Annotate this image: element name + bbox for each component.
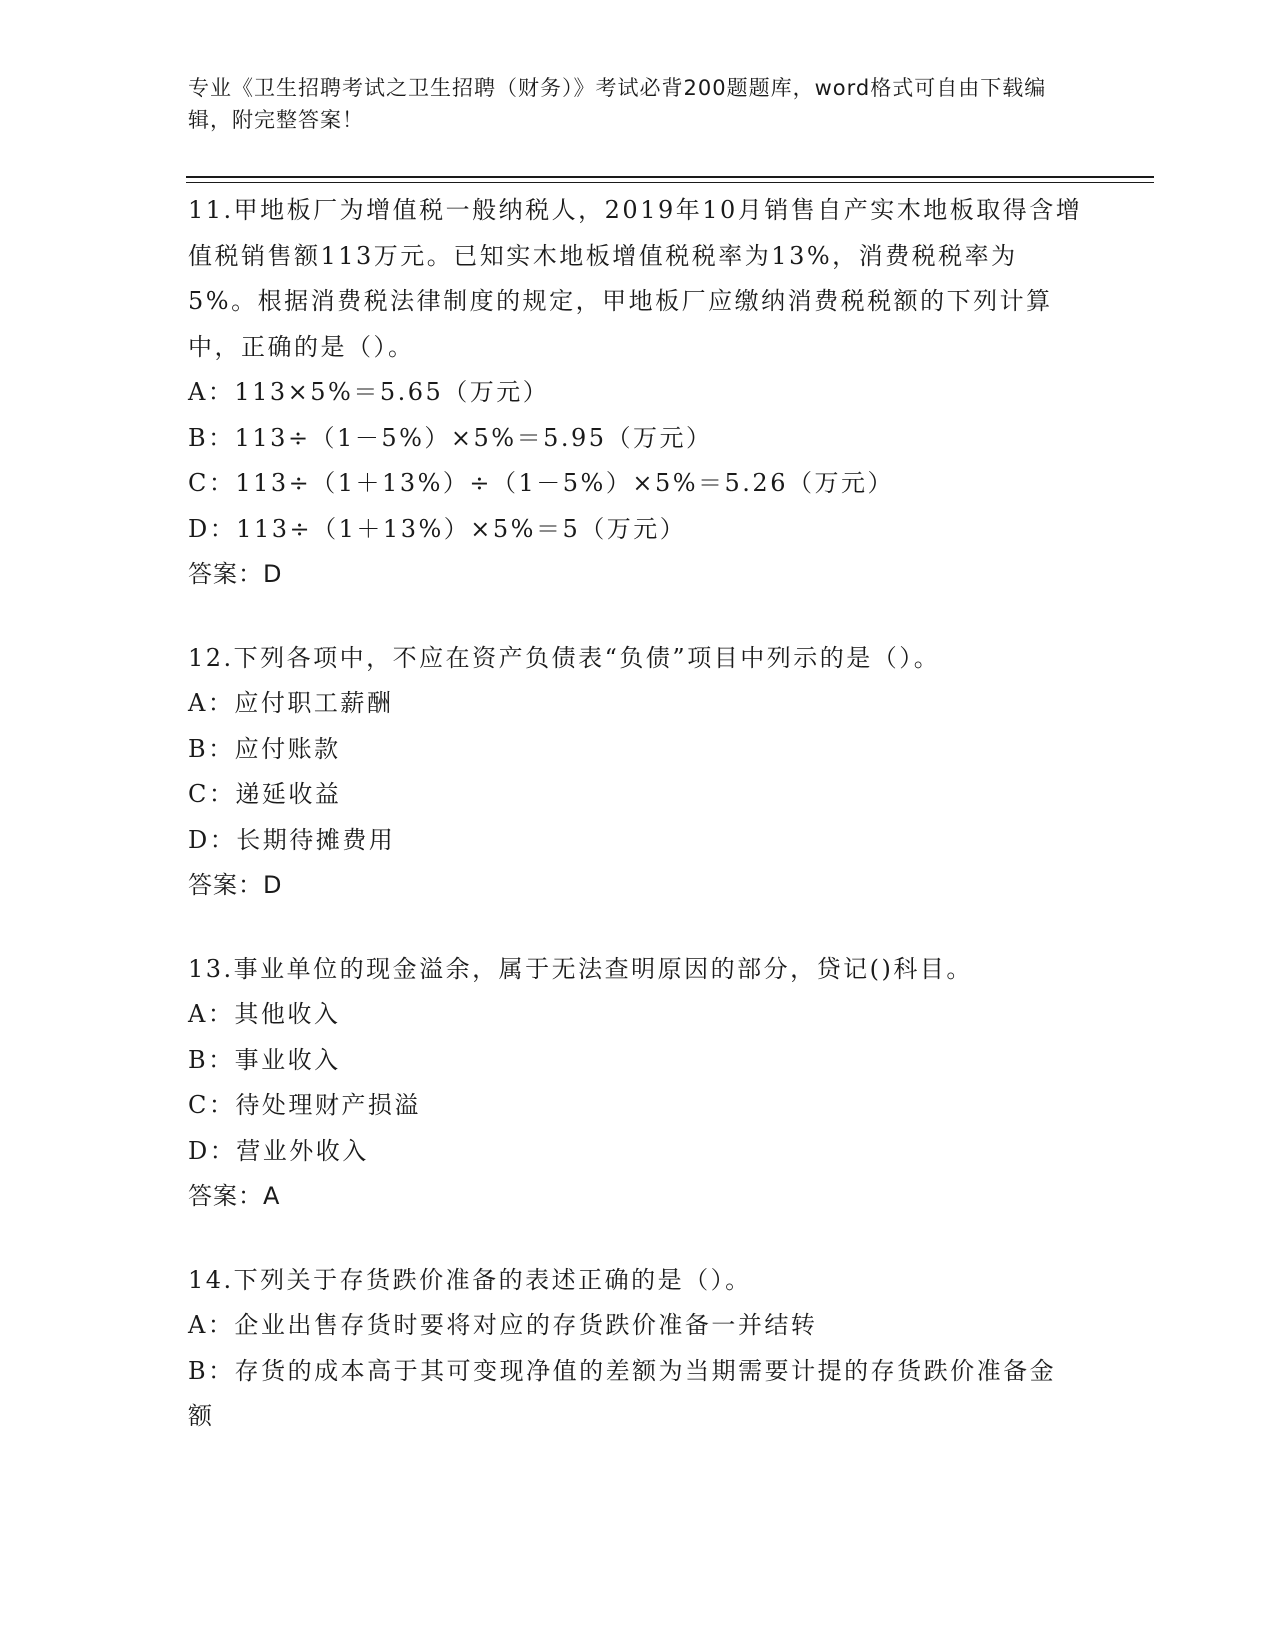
- option-b: B：113÷（1－5%）×5%＝5.95（万元）: [188, 423, 713, 452]
- option-a: A：其他收入: [188, 1000, 341, 1028]
- question-stem: 11.甲地板厂为增值税一般纳税人，2019年10月销售自产实木地板取得含增值税销售额113万元。已知实木地板增值税税率为13%，消费税税率为5%。根据消费税法律制度的规定，甲地板厂应缴纳消费税税额的下列计算中，正确的是（）。: [188, 196, 1083, 361]
- answer: 答案：D: [188, 871, 283, 899]
- option-b: B：应付账款: [188, 734, 341, 763]
- question-11: [188, 188, 1088, 598]
- option-d: D：长期待摊费用: [188, 825, 396, 854]
- question-stem: 14.下列关于存货跌价准备的表述正确的是（）。: [188, 1265, 752, 1294]
- answer: 答案：D: [188, 560, 283, 588]
- question-12: [188, 636, 1088, 909]
- header-divider-thick: [186, 176, 1154, 178]
- option-d: D：113÷（1＋13%）×5%＝5（万元）: [188, 514, 687, 543]
- question-13: [188, 947, 1088, 1220]
- question-stem: 13.事业单位的现金溢余，属于无法查明原因的部分，贷记()科目。: [188, 954, 973, 983]
- option-a: A：应付职工薪酬: [188, 689, 394, 717]
- option-b: B：事业收入: [188, 1045, 341, 1074]
- option-d: D：营业外收入: [188, 1136, 369, 1165]
- answer: 答案：A: [188, 1182, 281, 1210]
- option-c: C：113÷（1＋13%）÷（1－5%）×5%＝5.26（万元）: [188, 469, 894, 497]
- header-divider-thin: [186, 182, 1154, 183]
- option-c: C：递延收益: [188, 780, 342, 808]
- question-14: [188, 1258, 1088, 1440]
- option-a: A：企业出售存货时要将对应的存货跌价准备一并结转: [188, 1311, 818, 1339]
- question-stem: 12.下列各项中，不应在资产负债表“负债”项目中列示的是（）。: [188, 643, 941, 672]
- document-header: 专业《卫生招聘考试之卫生招聘（财务）》考试必背200题题库，word格式可自由下载编辑，附完整答案！: [188, 76, 1047, 132]
- question-list: [188, 188, 1088, 1478]
- option-a: A：113×5%＝5.65（万元）: [188, 378, 550, 406]
- option-c: C：待处理财产损溢: [188, 1091, 421, 1119]
- option-b: B：存货的成本高于其可变现净值的差额为当期需要计提的存货跌价准备金额: [188, 1356, 1057, 1430]
